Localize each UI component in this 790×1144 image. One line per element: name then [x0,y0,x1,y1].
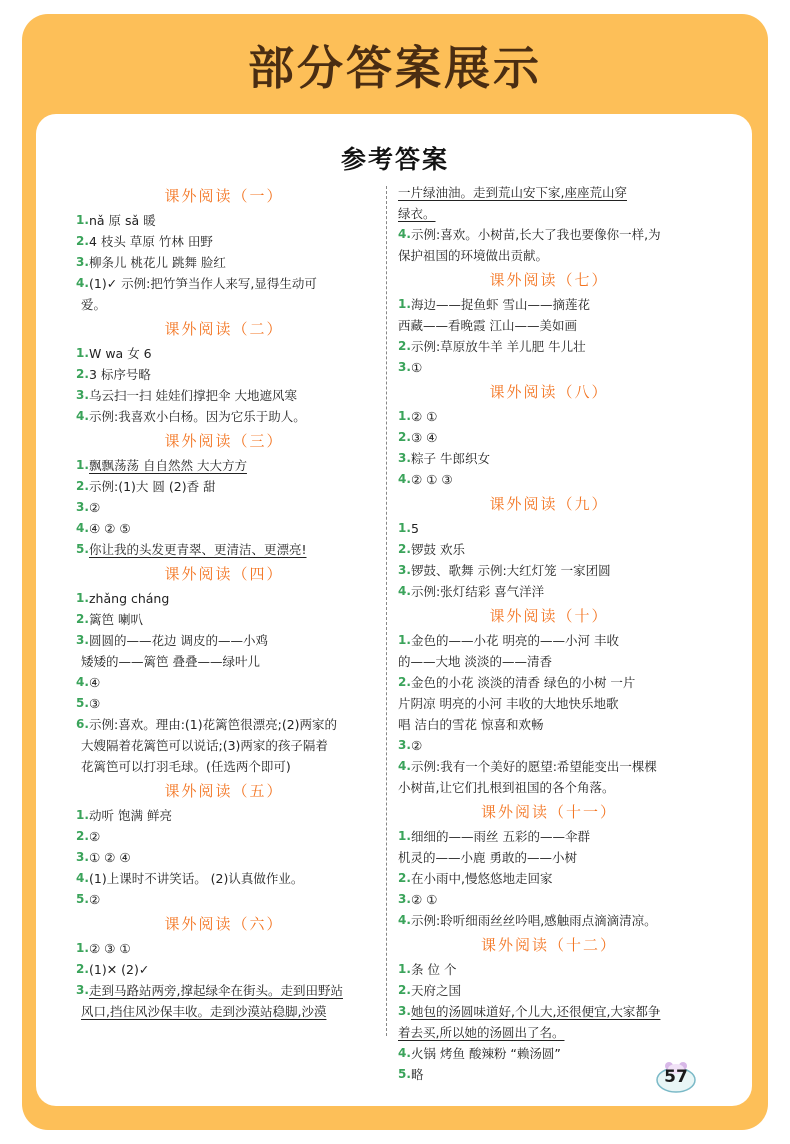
question-number: 2. [76,829,89,843]
answer-text: 示例:我有一个美好的愿望:希望能变出一棵棵 [411,759,657,774]
answer-text: 机灵的——小鹿 勇敢的——小树 [398,850,577,865]
question-number: 4. [398,913,411,927]
question-number: 2. [398,983,411,997]
answer-line [76,252,372,273]
question-number: 3. [76,850,89,864]
question-number: 2. [398,430,411,444]
question-number: 3. [398,1004,411,1018]
answer-line [398,735,700,756]
answer-text: 你让我的头发更青翠、更清洁、更漂亮! [89,542,307,557]
page-title: 参考答案 [340,145,449,174]
answer-line [76,364,372,385]
answer-text: 3 标序号略 [89,367,151,382]
section-heading: 课外阅读（八） [489,383,609,401]
question-number: 4. [398,584,411,598]
section-heading: 课外阅读（五） [164,782,284,800]
answer-text: 的——大地 淡淡的——清香 [398,654,552,669]
answer-text: 示例:我喜欢小白杨。因为它乐于助人。 [89,409,306,424]
answer-text: ② ① ③ [411,472,453,487]
question-number: 4. [76,276,89,290]
section-heading: 课外阅读（六） [164,915,284,933]
answer-line [76,938,372,959]
answer-line [398,427,700,448]
right-column [398,182,700,1085]
answer-text: (1)上课时不讲笑话。 (2)认真做作业。 [89,871,304,886]
question-number: 4. [398,1046,411,1060]
answer-line [76,672,372,693]
question-number: 3. [76,388,89,402]
answer-continuation [398,693,700,714]
question-number: 2. [76,962,89,976]
question-number: 1. [398,829,411,843]
answer-text: ② [89,829,101,844]
answer-text: 一片绿油油。走到荒山安下家,座座荒山穿 [398,185,627,200]
left-column [76,182,372,1022]
answer-line [398,469,700,490]
question-number: 4. [398,227,411,241]
question-number: 1. [398,633,411,647]
section-heading: 课外阅读（二） [164,320,284,338]
answer-text: 锣鼓、歌舞 示例:大红灯笼 一家团圆 [411,563,611,578]
answer-text: ② [89,500,101,515]
answer-text: 唱 洁白的雪花 惊喜和欢畅 [398,717,544,732]
answer-line [76,714,372,735]
question-number: 2. [76,612,89,626]
answer-text: ④ ② ⑤ [89,521,131,536]
answer-text: 乌云扫一扫 娃娃们撑把伞 大地遮风寒 [89,388,297,403]
answer-continuation [398,651,700,672]
question-number: 5. [398,1067,411,1081]
answer-text: 天府之国 [411,983,462,998]
answer-continuation [398,1022,700,1043]
answer-line [398,672,700,693]
answer-line [398,630,700,651]
answer-text: 锣鼓 欢乐 [411,542,465,557]
answer-text: 着去买,所以她的汤圆出了名。 [398,1025,565,1040]
question-number: 5. [76,696,89,710]
answer-text: 粽子 牛郎织女 [411,451,490,466]
banner-title: 部分答案展示 [248,41,542,95]
answer-text: (1)✓ 示例:把竹笋当作人来写,显得生动可 [89,276,317,291]
answer-line [76,539,372,560]
answer-line [398,959,700,980]
answer-line [398,581,700,602]
answer-line [76,630,372,651]
answer-text: 绿衣。 [398,206,436,221]
question-number: 3. [398,738,411,752]
answer-text: 片阴凉 明亮的小河 丰收的大地快乐地歌 [398,696,619,711]
answer-text: 示例:张灯结彩 喜气洋洋 [411,584,545,599]
question-number: 2. [76,367,89,381]
answer-text: ② ① [411,409,438,424]
answer-line [76,231,372,252]
answer-line [76,343,372,364]
question-number: 2. [76,479,89,493]
answer-text: ③ [89,696,101,711]
section-heading: 课外阅读（七） [489,271,609,289]
answer-line [398,980,700,1001]
answer-text: 4 枝头 草原 竹林 田野 [89,234,213,249]
answer-text: 大嫂隔着花篱笆可以说话;(3)两家的孩子隔着 [81,738,328,753]
answer-line [76,273,372,294]
question-number: 1. [76,808,89,822]
column-divider [386,186,387,1036]
answer-continuation [76,1001,372,1022]
question-number: 1. [398,409,411,423]
answer-text: 海边——捉鱼虾 雪山——摘莲花 [411,297,590,312]
answer-text: 金色的小花 淡淡的清香 绿色的小树 一片 [411,675,636,690]
question-number: 6. [76,717,89,731]
question-number: 4. [76,521,89,535]
answer-line [76,868,372,889]
page-number: 57 [664,1067,688,1087]
answer-text: 保护祖国的环境做出贡献。 [398,248,549,263]
question-number: 5. [76,542,89,556]
answer-line [76,826,372,847]
answer-text: ② [411,738,423,753]
answer-text: ③ ④ [411,430,438,445]
answer-text: 爱。 [81,297,107,312]
question-number: 1. [398,297,411,311]
question-number: 4. [76,409,89,423]
question-number: 2. [398,542,411,556]
answer-text: 篱笆 喇叭 [89,612,143,627]
answer-continuation [398,182,700,203]
answer-text: ② ③ ① [89,941,131,956]
answer-text: 风口,挡住风沙保丰收。走到沙漠站稳脚,沙漠 [81,1004,327,1019]
answer-line [398,560,700,581]
answer-line [398,294,700,315]
question-number: 1. [76,346,89,360]
question-number: 2. [398,871,411,885]
question-number: 1. [76,458,89,472]
answer-line [398,518,700,539]
answer-line [76,385,372,406]
section-heading: 课外阅读（四） [164,565,284,583]
answer-line [398,406,700,427]
answer-line [76,889,372,910]
section-heading: 课外阅读（十二） [480,936,617,954]
answer-continuation [398,203,700,224]
section-heading: 课外阅读（三） [164,432,284,450]
answer-text: (1)✕ (2)✓ [89,962,150,977]
answer-continuation [398,777,700,798]
question-number: 3. [398,563,411,577]
answer-text: 示例:聆听细雨丝丝吟唱,感触雨点滴滴清凉。 [411,913,657,928]
answer-line [76,497,372,518]
answer-line [76,476,372,497]
answer-text: zhǎng cháng [89,591,170,606]
answer-continuation [76,735,372,756]
answer-line [76,455,372,476]
question-number: 2. [398,339,411,353]
answer-text: ① ② ④ [89,850,131,865]
answer-text: 示例:喜欢。理由:(1)花篱笆很漂亮;(2)两家的 [89,717,338,732]
section-heading: 课外阅读（十） [489,607,609,625]
question-number: 3. [76,255,89,269]
answer-line [76,959,372,980]
question-number: 1. [398,962,411,976]
answer-line [398,224,700,245]
answer-text: nǎ 原 sǎ 暖 [89,213,156,228]
question-number: 2. [398,675,411,689]
answer-text: W wa 女 6 [89,346,152,361]
answer-continuation [76,651,372,672]
answer-line [398,1001,700,1022]
question-number: 4. [76,871,89,885]
question-number: 3. [76,633,89,647]
answer-line [76,406,372,427]
answer-line [76,847,372,868]
answer-text: 飘飘荡荡 自自然然 大大方方 [89,458,247,473]
answer-text: 略 [411,1067,424,1082]
answer-text: 细细的——雨丝 五彩的——伞群 [411,829,590,844]
answer-continuation [398,245,700,266]
answer-line [398,336,700,357]
answer-continuation [76,756,372,777]
answer-text: 她包的汤圆味道好,个儿大,还很便宜,大家都争 [411,1004,661,1019]
question-number: 3. [398,360,411,374]
answer-line [76,588,372,609]
answer-text: 柳条儿 桃花儿 跳舞 脸红 [89,255,226,270]
answer-continuation [398,315,700,336]
answer-line [398,889,700,910]
answer-line [76,518,372,539]
question-number: 4. [398,759,411,773]
question-number: 1. [76,941,89,955]
answer-continuation [76,294,372,315]
answer-text: 走到马路站两旁,撑起绿伞在街头。走到田野站 [89,983,343,998]
question-number: 1. [76,591,89,605]
question-number: 3. [76,500,89,514]
question-number: 2. [76,234,89,248]
answer-continuation [398,847,700,868]
section-heading: 课外阅读（九） [489,495,609,513]
answer-line [398,756,700,777]
answer-text: 示例:喜欢。小树苗,长大了我也要像你一样,为 [411,227,661,242]
answer-line [76,693,372,714]
question-number: 4. [398,472,411,486]
section-heading: 课外阅读（十一） [480,803,617,821]
question-number: 4. [76,675,89,689]
answer-line [76,805,372,826]
question-number: 1. [76,213,89,227]
answer-continuation [398,714,700,735]
answer-text: ④ [89,675,101,690]
answer-line [398,910,700,931]
question-number: 3. [76,983,89,997]
answer-text: 5 [411,521,419,536]
answer-line [76,609,372,630]
answer-text: ② [89,892,101,907]
answer-text: 火锅 烤鱼 酸辣粉 “赖汤圆” [411,1046,561,1061]
answer-line [398,357,700,378]
question-number: 3. [398,892,411,906]
answer-line [398,868,700,889]
answer-text: 花篱笆可以打羽毛球。(任选两个即可) [81,759,291,774]
section-heading: 课外阅读（一） [164,187,284,205]
answer-text: 动听 饱满 鲜亮 [89,808,172,823]
answer-text: 条 位 个 [411,962,457,977]
answer-text: ② ① [411,892,438,907]
answer-line [398,448,700,469]
answer-text: 小树苗,让它们扎根到祖国的各个角落。 [398,780,615,795]
question-number: 1. [398,521,411,535]
answer-line [76,980,372,1001]
answer-text: 在小雨中,慢悠悠地走回家 [411,871,553,886]
answer-line [76,210,372,231]
answer-text: 金色的——小花 明亮的——小河 丰收 [411,633,619,648]
answer-line [398,539,700,560]
answer-text: 示例:草原放牛羊 羊儿肥 牛儿壮 [411,339,586,354]
question-number: 5. [76,892,89,906]
answer-text: 矮矮的——篱笆 叠叠——绿叶儿 [81,654,260,669]
answer-line [398,826,700,847]
answer-text: ① [411,360,423,375]
answer-text: 西藏——看晚霞 江山——美如画 [398,318,577,333]
answer-text: 圆圆的——花边 调皮的——小鸡 [89,633,268,648]
answer-text: 示例:(1)大 圆 (2)香 甜 [89,479,216,494]
question-number: 3. [398,451,411,465]
